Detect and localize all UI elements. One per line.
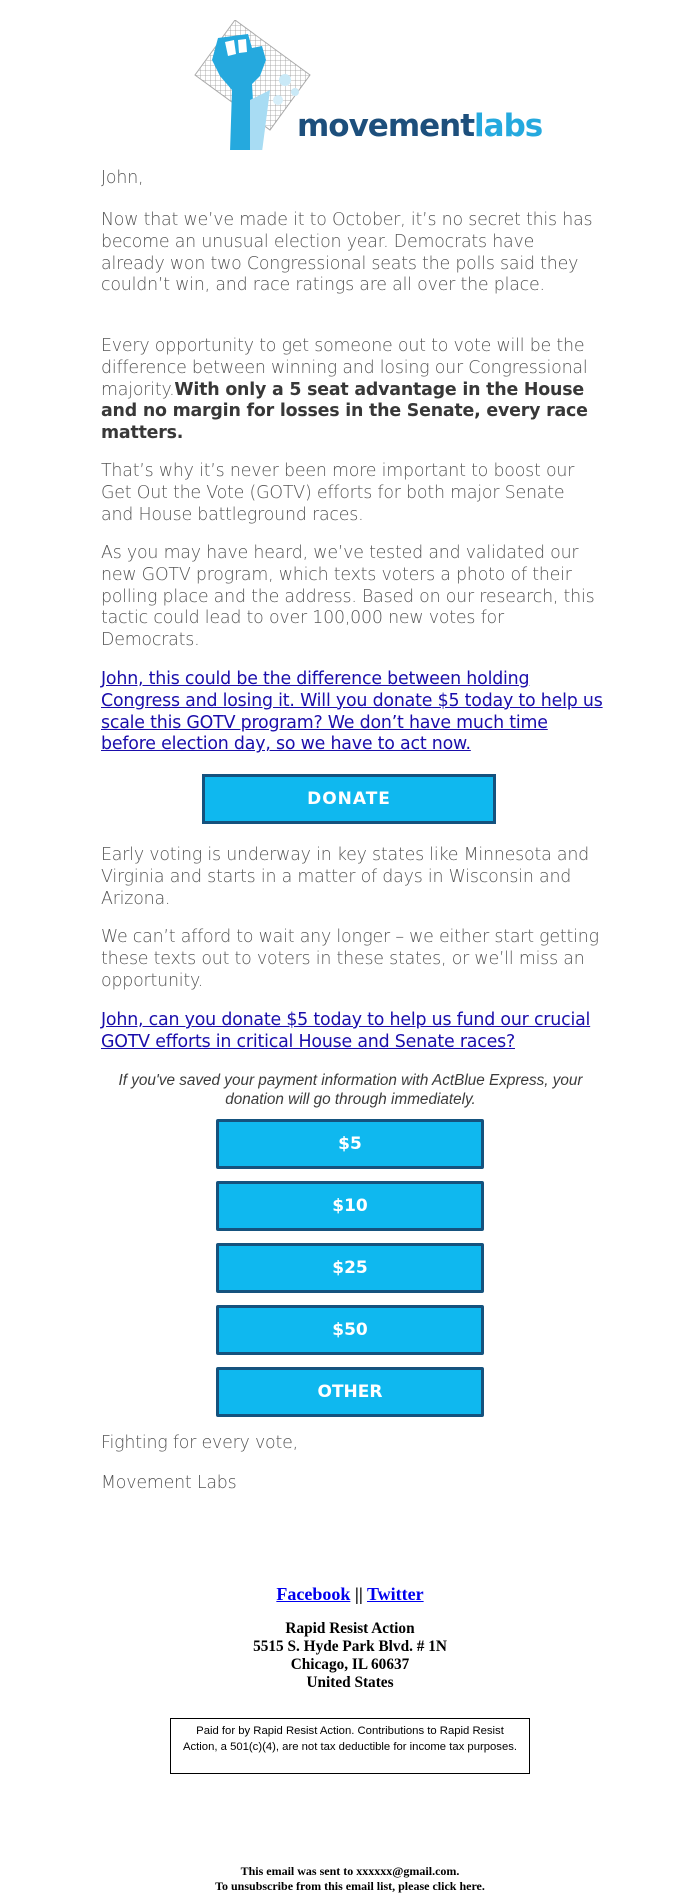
sent-to-notice: This email was sent to xxxxxx@gmail.com. [240, 1864, 460, 1878]
paragraph-intro: Now that we’ve made it to October, it’s no secret this has become an unusual election year. Democrats have already won two Congressional seats the polls said they couldn’t win, and race ratings are all over the place. [101, 210, 593, 296]
donate-amount-5-button[interactable]: $5 [216, 1119, 484, 1169]
facebook-link[interactable]: Facebook [276, 1584, 351, 1604]
donate-link-primary[interactable]: John, this could be the difference between holding Congress and losing it. Will you donate $5 today to help us scale this GOTV program? We don’t have much time before election day, so we have to act now. [101, 669, 603, 755]
address-street: 5515 S. Hyde Park Blvd. # 1N [253, 1638, 447, 1655]
paid-for-disclaimer: Paid for by Rapid Resist Action. Contributions to Rapid Resist Action, a 501(c)(4), are not tax deductible for income tax purposes. [170, 1718, 530, 1774]
mailing-address [0, 1620, 700, 1692]
logo-wordmark [297, 108, 542, 144]
address-city: Chicago, IL 60637 [290, 1656, 410, 1673]
greeting: John, [101, 168, 144, 188]
email-footer [0, 1864, 700, 1894]
social-separator: || [354, 1584, 363, 1604]
movementlabs-logo[interactable] [190, 20, 543, 152]
paragraph-majority-bold: With only a 5 seat advantage in the House and no margin for losses in the Senate, every race matters. [101, 379, 588, 444]
donate-amount-10-button[interactable]: $10 [216, 1181, 484, 1231]
donate-amount-50-button[interactable]: $50 [216, 1305, 484, 1355]
social-links [0, 1584, 700, 1605]
address-country: United States [306, 1674, 394, 1691]
actblue-express-note: If you've saved your payment information with ActBlue Express, your donation will go through immediately. [118, 1072, 583, 1108]
unsubscribe-link[interactable]: To unsubscribe from this email list, please click here. [215, 1879, 485, 1893]
twitter-link[interactable]: Twitter [366, 1584, 424, 1604]
paragraph-gotv: That’s why it’s never been more important to boost our Get Out the Vote (GOTV) efforts for both major Senate and House battleground races. [101, 461, 575, 525]
signoff: Fighting for every vote, [101, 1433, 298, 1453]
address-org: Rapid Resist Action [285, 1620, 415, 1637]
donate-link-secondary[interactable]: John, can you donate $5 today to help us fund our crucial GOTV efforts in critical House and Senate races? [101, 1010, 591, 1052]
paragraph-majority-text: Every opportunity to get someone out to vote will be the difference between winning and losing our Congressional majority. [101, 336, 588, 400]
donate-amount-other-button[interactable]: OTHER [216, 1367, 484, 1417]
paragraph-early-voting: Early voting is underway in key states like Minnesota and Virginia and starts in a matter of days in Wisconsin and Arizona. [101, 845, 590, 909]
paragraph-urgency: We can’t afford to wait any longer – we either start getting these texts out to voters in these states, or we’ll miss an opportunity. [101, 927, 599, 991]
donate-amount-25-button[interactable]: $25 [216, 1243, 484, 1293]
donate-button[interactable]: DONATE [202, 774, 496, 824]
paragraph-program: As you may have heard, we’ve tested and validated our new GOTV program, which texts voters a photo of their polling place and the address. Based on our research, this tactic could lead to over 100,000 new votes for Democrats. [101, 543, 595, 651]
logo-word-movement: movement [297, 108, 475, 144]
logo-word-labs: labs [474, 108, 543, 144]
signature: Movement Labs [101, 1473, 237, 1493]
paragraph-majority [101, 336, 600, 445]
